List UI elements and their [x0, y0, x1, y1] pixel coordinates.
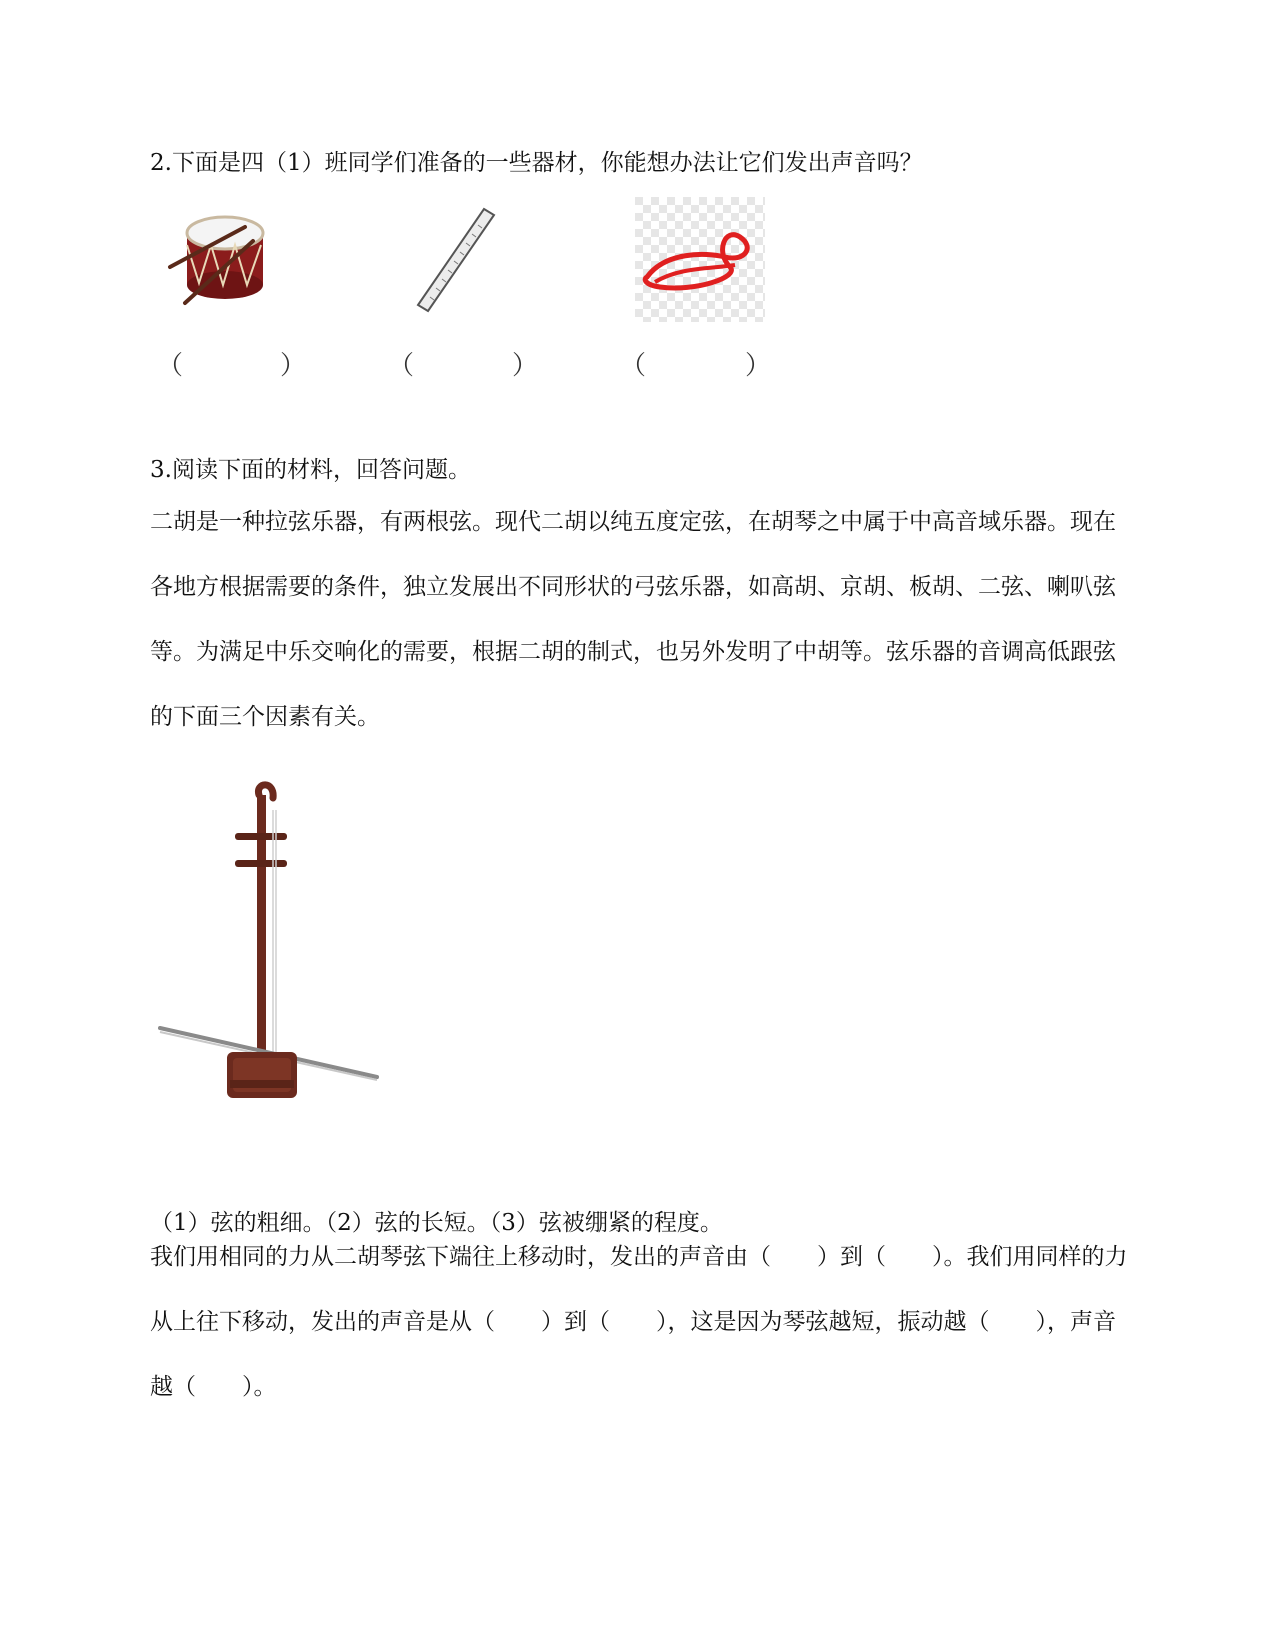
- ruler-icon: [410, 205, 500, 315]
- answer-blank-band-close: ）: [745, 351, 772, 380]
- string-factors-list: （1）弦的粗细。（2）弦的长短。（3）弦被绷紧的程度。: [150, 1210, 723, 1236]
- erhu-passage: 二胡是一种拉弦乐器，有两根弦。现代二胡以纯五度定弦，在胡琴之中属于中高音域乐器。现在各地方根据需要的条件，独立发展出不同形状的弓弦乐器，如高胡、京胡、板胡、二弦、喇叭弦等。为满足中乐交响化的需要，根据二胡的制式，也另外发明了中胡等。弦乐器的音调高低跟弦的下面三个因素有关。: [150, 509, 1116, 730]
- rubber-band-icon: [635, 197, 765, 322]
- erhu-icon: [155, 780, 385, 1105]
- answer-blank-drum-close: ）: [280, 351, 307, 380]
- drum-icon: [165, 205, 285, 310]
- question-3-title: 3.阅读下面的材料，回答问题。: [150, 457, 471, 483]
- answer-blank-ruler-open: （: [388, 351, 415, 380]
- fill-in-question: 我们用相同的力从二胡琴弦下端往上移动时，发出的声音由（ ）到（ ）。我们用同样的力从上往下移动，发出的声音是从（ ）到（ ），这是因为琴弦越短，振动越（ ），声音越（ ）。: [150, 1244, 1128, 1400]
- answer-blank-drum-open: （: [157, 351, 184, 380]
- answer-blank-band-open: （: [620, 351, 647, 380]
- question-2-title: 2.下面是四（1）班同学们准备的一些器材，你能想办法让它们发出声音吗？: [150, 150, 923, 176]
- answer-blank-ruler-close: ）: [512, 351, 539, 380]
